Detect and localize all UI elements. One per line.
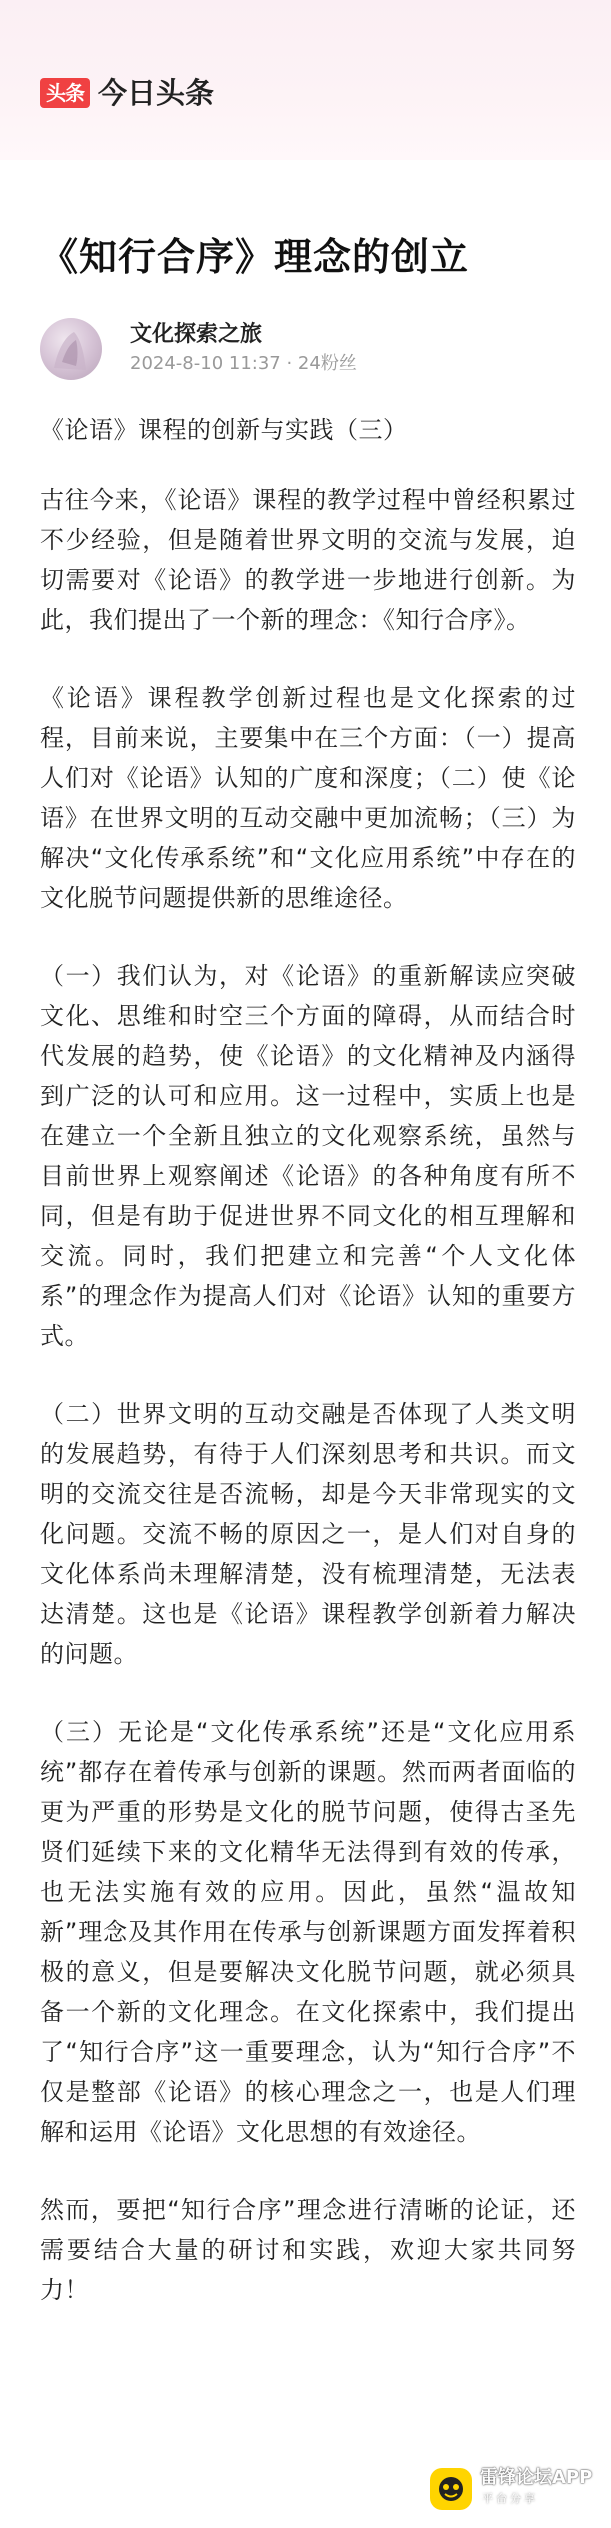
app-name[interactable]: 今日头条 (98, 76, 215, 110)
article-paragraph: （一）我们认为，对《论语》的重新解读应突破文化、思维和时空三个方面的障碍，从而结合时代发展的趋势，使《论语》的文化精神及内涵得到广泛的认可和应用。这一过程中，实质上也是在建立一个全新且独立的文化观察系统，虽然与目前世界上观察阐述《论语》的各种角度有所不同，但是有助于促进世界不同文化的相互理解和交流。同时，我们把建立和完善“个人文化体系”的理念作为提高人们对《论语》认知的重要方式。 (40, 962, 576, 1350)
app-header (0, 0, 611, 160)
watermark-subtitle: 平台分享 (482, 2492, 538, 2505)
article-paragraph: 然而，要把“知行合序”理念进行清晰的论证，还需要结合大量的研讨和实践，欢迎大家共同努力！ (40, 2196, 576, 2304)
post-meta: 2024-8-10 11:37 · 24粉丝 (130, 353, 357, 374)
author-avatar[interactable] (40, 318, 102, 380)
forum-watermark (430, 2462, 600, 2518)
article-paragraph: （三）无论是“文化传承系统”还是“文化应用系统”都存在着传承与创新的课题。然而两者面临的更为严重的形势是文化的脱节问题，使得古圣先贤们延续下来的文化精华无法得到有效的传承，也无法实施有效的应用。因此，虽然“温故知新”理念及其作用在传承与创新课题方面发挥着积极的意义，但是要解决文化脱节问题，就必须具备一个新的文化理念。在文化探索中，我们提出了“知行合序”这一重要理念，认为“知行合序”不仅是整部《论语》的核心理念之一，也是人们理解和运用《论语》文化思想的有效途径。 (40, 1718, 576, 2146)
article-paragraph: 古往今来，《论语》课程的教学过程中曾经积累过不少经验，但是随着世界文明的交流与发展，迫切需要对《论语》的教学进一步地进行创新。为此，我们提出了一个新的理念：《知行合序》。 (40, 486, 576, 634)
author-name[interactable]: 文化探索之旅 (130, 322, 263, 347)
forum-logo-icon (430, 2468, 472, 2510)
article-body (40, 410, 576, 2348)
article-paragraph: 《论语》课程教学创新过程也是文化探索的过程，目前来说，主要集中在三个方面：（一）提高人们对《论语》认知的广度和深度；（二）使《论语》在世界文明的互动交融中更加流畅；（三）为解决“文化传承系统”和“文化应用系统”中存在的文化脱节问题提供新的思维途径。 (40, 684, 576, 912)
article-paragraph: （二）世界文明的互动交融是否体现了人类文明的发展趋势，有待于人们深刻思考和共识。而文明的交流交往是否流畅，却是今天非常现实的文化问题。交流不畅的原因之一，是人们对自身的文化体系尚未理解清楚，没有梳理清楚，无法表达清楚。这也是《论语》课程教学创新着力解决的问题。 (40, 1400, 576, 1668)
toutiao-logo-badge[interactable]: 头条 (40, 78, 90, 108)
watermark-name: 雷锋论坛APP (480, 2467, 593, 2488)
article-lead: 《论语》课程的创新与实践（三） (40, 416, 408, 444)
article-title: 《知行合序》理念的创立 (40, 235, 470, 279)
